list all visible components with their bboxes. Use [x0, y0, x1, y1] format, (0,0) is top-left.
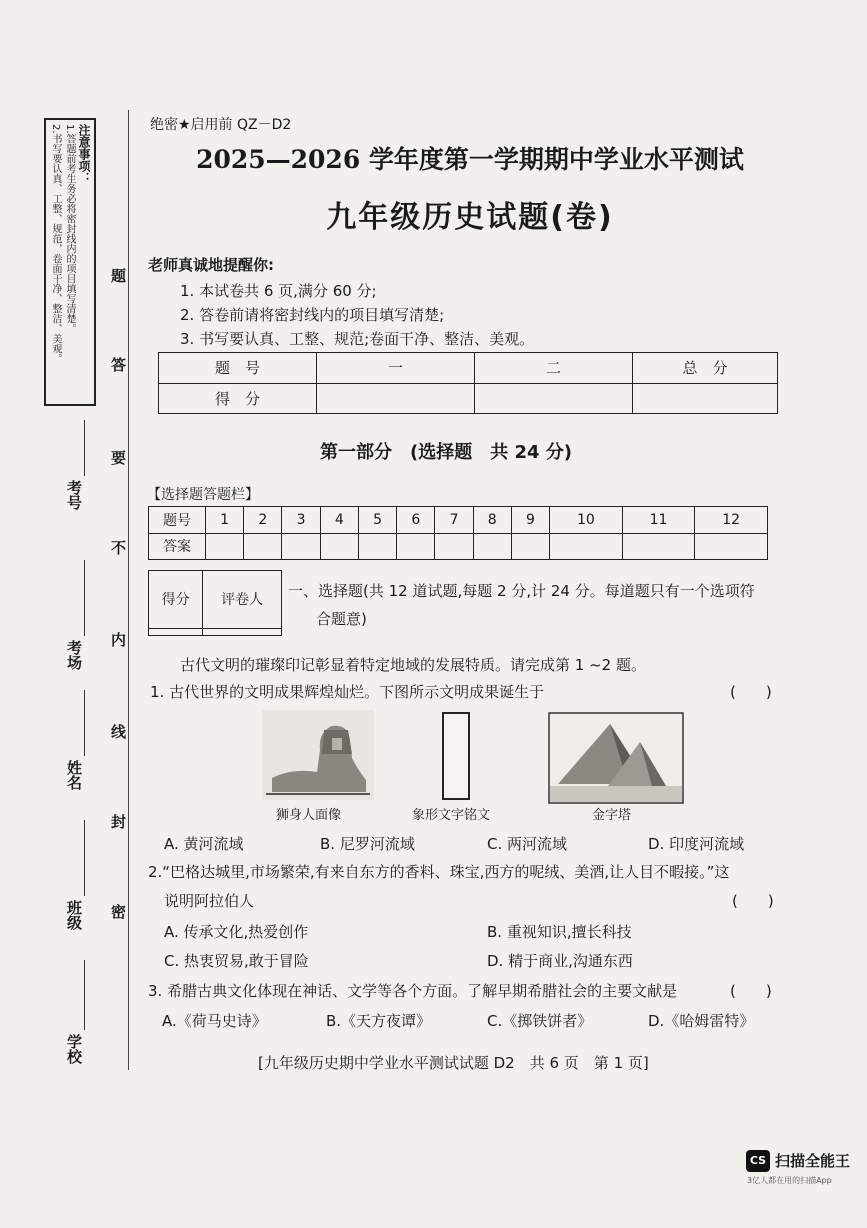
score-cell-part1[interactable]: [317, 383, 475, 414]
q1-option-a[interactable]: A. 黄河流域: [164, 835, 244, 853]
seal-char: 密: [109, 904, 127, 919]
question-number: 4: [320, 507, 358, 534]
section-instructions-cont: 合题意): [316, 610, 367, 628]
field-line-exam-room[interactable]: [84, 560, 85, 636]
reminder-item: 1. 本试卷共 6 页,满分 60 分;: [180, 282, 377, 300]
notice-title: 注意事项：: [77, 124, 91, 184]
question-number: 7: [435, 507, 473, 534]
answer-cell[interactable]: [622, 533, 695, 560]
field-label-exam-number: 考号: [65, 480, 83, 510]
intro-text: 古代文明的璀璨印记彰显着特定地域的发展特质。请完成第 1 ~2 题。: [180, 656, 646, 674]
field-label-name: 姓名: [65, 760, 83, 790]
seal-char: 答: [109, 357, 127, 372]
field-label-exam-room: 考场: [65, 640, 83, 670]
q2-stem: 2.“巴格达城里,市场繁荣,有来自东方的香料、珠宝,西方的呢绒、美酒,让人目不暇接。”这: [148, 863, 730, 881]
answer-row: [149, 533, 768, 560]
scanner-app-name: 扫描全能王: [775, 1152, 851, 1170]
answer-cell[interactable]: [550, 533, 623, 560]
score-header-part1: 一: [317, 353, 475, 384]
seal-char: 要: [109, 450, 127, 465]
question-number: 9: [511, 507, 549, 534]
q1-option-b[interactable]: B. 尼罗河流域: [320, 835, 415, 853]
q3-option-a[interactable]: A.《荷马史诗》: [162, 1012, 267, 1030]
caption-hieroglyph: 象形文字铭文: [412, 808, 491, 823]
score-header-total: 总 分: [633, 353, 778, 384]
answer-cell[interactable]: [511, 533, 549, 560]
part1-title: 第一部分 (选择题 共 24 分): [320, 442, 573, 463]
question-number: 11: [622, 507, 695, 534]
q2-answer-paren[interactable]: ( ): [732, 892, 774, 910]
field-label-school: 学校: [65, 1034, 83, 1064]
caption-sphinx: 狮身人面像: [276, 808, 342, 823]
q2-option-a[interactable]: A. 传承文化,热爱创作: [164, 923, 309, 941]
page-footer: [九年级历史期中学业水平测试试题 D2 共 6 页 第 1 页]: [258, 1054, 649, 1072]
scanner-logo-icon: CS: [746, 1150, 770, 1172]
field-label-class: 班级: [65, 900, 83, 930]
grader-table: [148, 570, 282, 636]
section-instructions: 一、选择题(共 12 道试题,每题 2 分,计 24 分。每道题只有一个选项符: [288, 582, 755, 600]
field-line-name[interactable]: [84, 690, 85, 756]
question-number: 12: [695, 507, 768, 534]
field-line-school[interactable]: [84, 960, 85, 1030]
seal-char: 线: [109, 724, 127, 739]
seal-char: 题: [109, 268, 127, 283]
q3-answer-paren[interactable]: ( ): [730, 982, 772, 1000]
q1-option-c[interactable]: C. 两河流域: [487, 835, 568, 853]
answer-cell[interactable]: [435, 533, 473, 560]
question-number: 1: [206, 507, 244, 534]
seal-char: 封: [109, 814, 127, 829]
answer-cell[interactable]: [244, 533, 282, 560]
seal-line: [128, 110, 130, 1070]
reminder-item: 2. 答卷前请将密封线内的项目填写清楚;: [180, 306, 445, 324]
grader-score-cell[interactable]: [149, 628, 203, 636]
score-cell-total[interactable]: [633, 383, 778, 414]
answer-cell[interactable]: [320, 533, 358, 560]
answer-cell[interactable]: [206, 533, 244, 560]
grader-name-label: 评卷人: [203, 571, 282, 629]
score-header-number: 题 号: [159, 353, 317, 384]
q2-option-c[interactable]: C. 热衷贸易,敢于冒险: [164, 952, 309, 970]
question-number: 5: [358, 507, 396, 534]
score-table: [158, 352, 778, 414]
q3-option-b[interactable]: B.《天方夜谭》: [326, 1012, 432, 1030]
q3-stem: 3. 希腊古典文化体现在神话、文学等各个方面。了解早期希腊社会的主要文献是: [148, 982, 678, 1000]
pyramids-image: [548, 712, 684, 804]
question-number: 10: [550, 507, 623, 534]
grader-name-cell[interactable]: [203, 628, 282, 636]
q3-option-d[interactable]: D.《哈姆雷特》: [648, 1012, 755, 1030]
reminder-title: 老师真诚地提醒你:: [148, 256, 274, 274]
answer-table: [148, 506, 768, 560]
grader-score-label: 得分: [149, 571, 203, 629]
answer-number-header: 题号: [149, 507, 206, 534]
answer-cell[interactable]: [282, 533, 320, 560]
answer-cell[interactable]: [695, 533, 768, 560]
field-line-class[interactable]: [84, 820, 85, 896]
seal-char: 不: [109, 540, 127, 555]
answer-number-row: [149, 507, 768, 534]
question-number: 8: [473, 507, 511, 534]
notice-line-1: 1.答题前考生务必将密封线内的项目填写清楚。: [64, 124, 75, 334]
question-number: 6: [397, 507, 435, 534]
q2-option-d[interactable]: D. 精于商业,沟通东西: [487, 952, 633, 970]
score-row-label: 得 分: [159, 383, 317, 414]
sphinx-image: [262, 710, 374, 800]
exam-subtitle: 九年级历史试题(卷): [326, 200, 614, 235]
answer-box-label: 【选择题答题栏】: [147, 487, 259, 503]
answer-cell[interactable]: [473, 533, 511, 560]
answer-cell[interactable]: [397, 533, 435, 560]
q1-option-d[interactable]: D. 印度河流域: [648, 835, 745, 853]
notice-line-2: 2.书写要认真、工整、规范，卷面干净、整洁、美观。: [50, 124, 61, 364]
score-header-part2: 二: [475, 353, 633, 384]
seal-char: 内: [109, 632, 127, 647]
field-line-exam-number[interactable]: [84, 420, 85, 476]
exam-title: 2025—2026 学年度第一学期期中学业水平测试: [196, 145, 744, 174]
answer-header: 答案: [149, 533, 206, 560]
question-number: 3: [282, 507, 320, 534]
question-number: 2: [244, 507, 282, 534]
q2-option-b[interactable]: B. 重视知识,擅长科技: [487, 923, 632, 941]
hieroglyph-stele-image: [442, 712, 470, 800]
q2-stem-cont: 说明阿拉伯人: [164, 892, 255, 910]
scanner-tagline: 3亿人都在用的扫描App: [747, 1176, 832, 1185]
caption-pyramid: 金字塔: [592, 808, 632, 823]
reminder-item: 3. 书写要认真、工整、规范;卷面干净、整洁、美观。: [180, 330, 535, 348]
score-cell-part2[interactable]: [475, 383, 633, 414]
secret-mark: 绝密★启用前 QZ－D2: [150, 117, 292, 133]
q1-stem: 1. 古代世界的文明成果辉煌灿烂。下图所示文明成果诞生于: [150, 683, 545, 701]
q3-option-c[interactable]: C.《掷铁饼者》: [487, 1012, 593, 1030]
q1-answer-paren[interactable]: ( ): [730, 683, 772, 701]
answer-cell[interactable]: [358, 533, 396, 560]
